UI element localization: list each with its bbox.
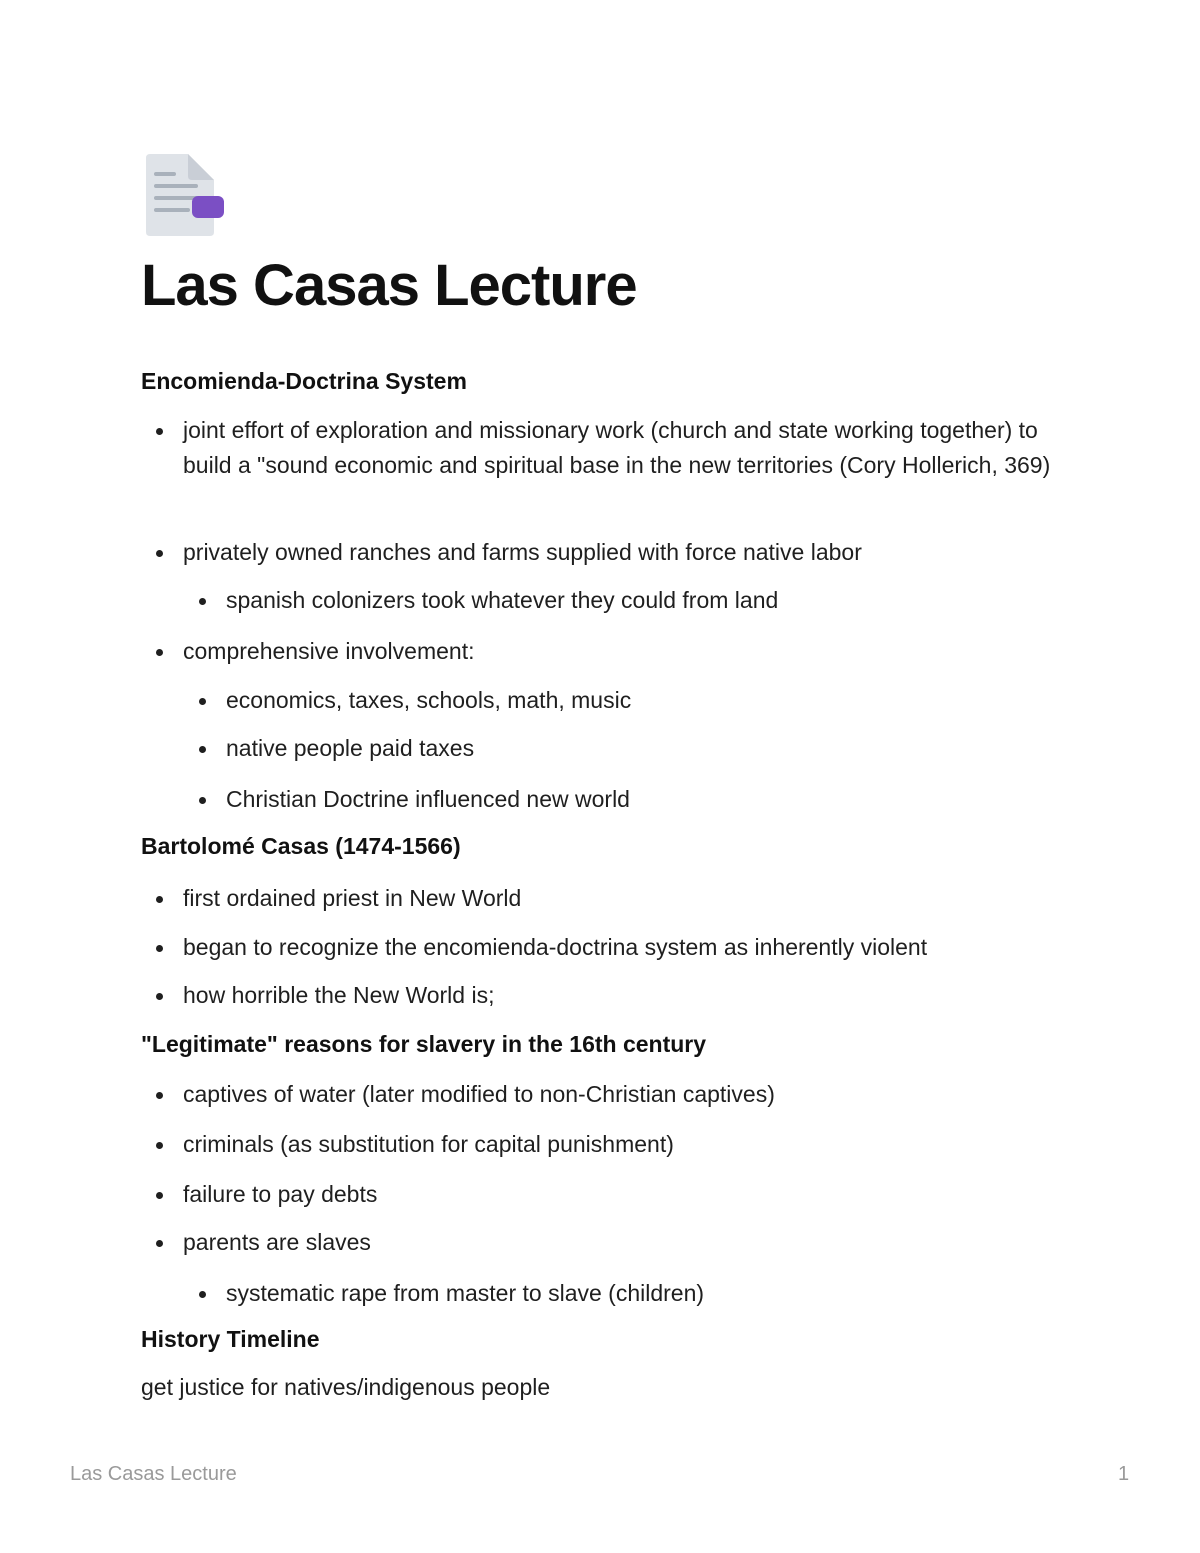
list-item: failure to pay debts — [183, 1177, 1063, 1212]
bullet-icon — [156, 1142, 163, 1149]
section-heading-history-timeline: History Timeline — [141, 1326, 320, 1352]
bullet-icon — [199, 746, 206, 753]
bullet-icon — [156, 550, 163, 557]
bullet-icon — [156, 1240, 163, 1247]
bullet-icon — [156, 649, 163, 656]
list-item: parents are slaves — [183, 1225, 1063, 1260]
list-item-nested: economics, taxes, schools, math, music — [226, 683, 1066, 718]
bullet-icon — [199, 598, 206, 605]
bullet-icon — [156, 428, 163, 435]
paragraph: get justice for natives/indigenous people — [141, 1374, 551, 1400]
bullet-icon — [156, 896, 163, 903]
page-title: Las Casas Lecture — [141, 253, 637, 318]
bullet-icon — [156, 945, 163, 952]
bullet-icon — [156, 1192, 163, 1199]
list-item: criminals (as substitution for capital punishment) — [183, 1127, 1063, 1162]
list-item: first ordained priest in New World — [183, 881, 1063, 916]
list-item: privately owned ranches and farms supplied with force native labor — [183, 535, 1063, 570]
page-number: 1 — [1118, 1463, 1130, 1485]
list-item-nested: Christian Doctrine influenced new world — [226, 782, 1066, 817]
list-item: captives of water (later modified to non-Christian captives) — [183, 1077, 1063, 1112]
bullet-icon — [199, 1291, 206, 1298]
list-item: comprehensive involvement: — [183, 634, 1063, 669]
document-icon — [144, 152, 226, 238]
bullet-icon — [156, 993, 163, 1000]
bullet-icon — [199, 797, 206, 804]
section-heading-legitimate-reasons: "Legitimate" reasons for slavery in the 16th century — [141, 1031, 707, 1057]
list-item: began to recognize the encomienda-doctrina system as inherently violent — [183, 930, 1063, 965]
bullet-icon — [199, 698, 206, 705]
section-heading-encomienda: Encomienda-Doctrina System — [141, 368, 467, 394]
bullet-icon — [156, 1092, 163, 1099]
section-heading-bartolome: Bartolomé Casas (1474-1566) — [141, 833, 461, 859]
list-item: joint effort of exploration and missionary work (church and state working together) to build a "sound economic and spiritual base in the new territories (Cory Hollerich, 369) — [183, 413, 1063, 483]
list-item-nested: native people paid taxes — [226, 731, 1066, 766]
footer-title: Las Casas Lecture — [70, 1463, 237, 1485]
list-item-nested: spanish colonizers took whatever they could from land — [226, 583, 1066, 618]
list-item: how horrible the New World is; — [183, 978, 1063, 1013]
list-item-nested: systematic rape from master to slave (children) — [226, 1276, 1066, 1311]
